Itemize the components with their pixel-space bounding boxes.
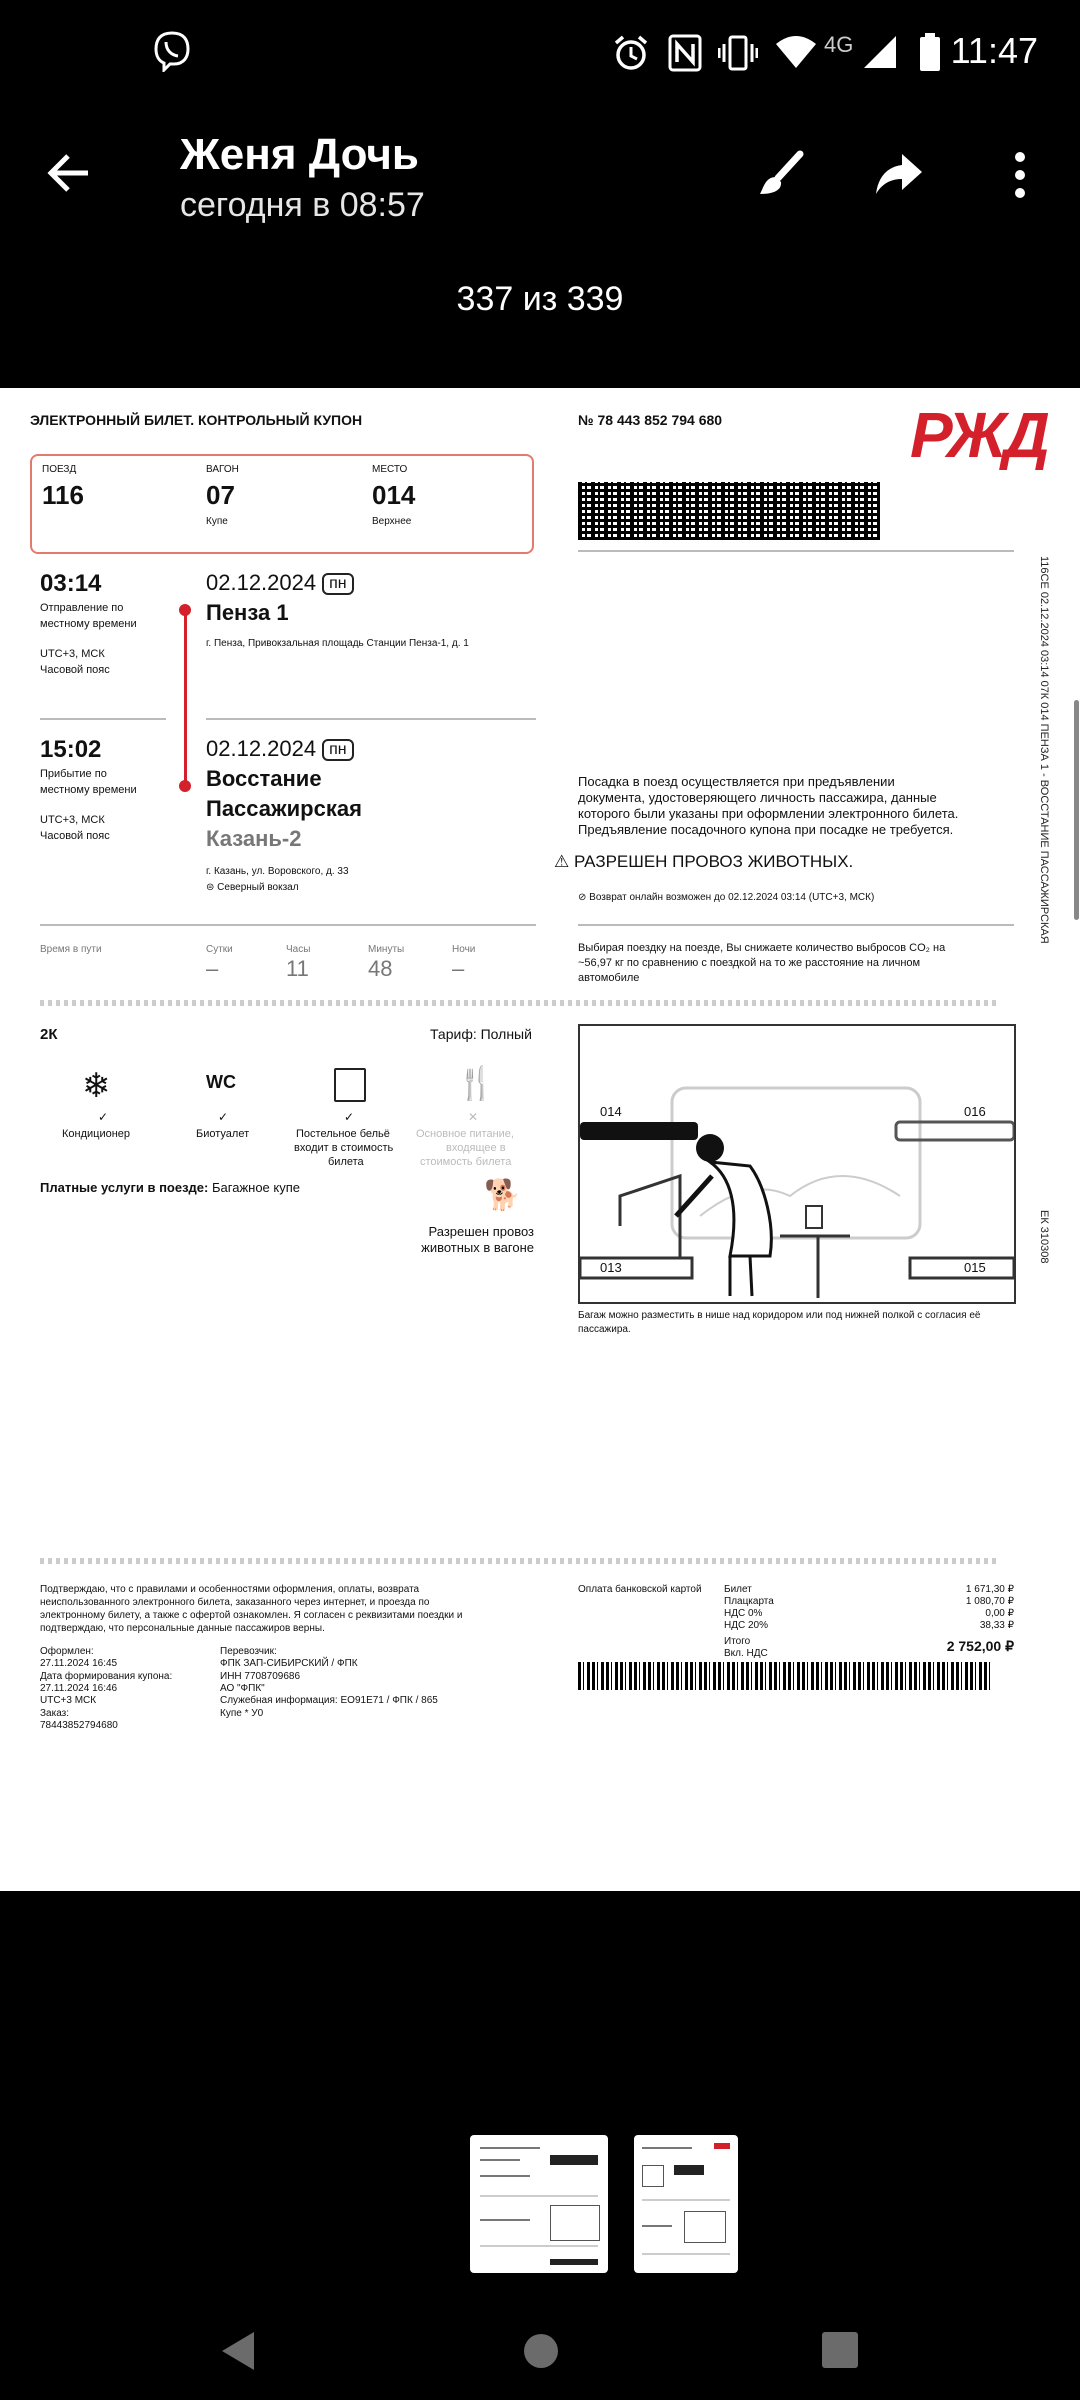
- nfc-icon: [668, 34, 702, 72]
- consent-3: электронному билету, а также с офертой ознакомлен. Я согласен с реквизитами поездки и: [40, 1610, 463, 1621]
- arrival-date-value: 02.12.2024: [206, 736, 317, 761]
- seat-number: 014: [372, 480, 416, 510]
- departure-address: г. Пенза, Привокзальная площадь Станции Пенза-1, д. 1: [206, 638, 469, 649]
- departure-station: Пенза 1: [206, 600, 289, 625]
- ticket-price: 1 671,30 ₽: [965, 1584, 1014, 1595]
- boarding-line-4: Предъявление посадочного купона при посадке не требуется.: [578, 822, 954, 837]
- refund-info: [578, 892, 874, 903]
- service-class: 2К: [40, 1026, 58, 1043]
- share-icon[interactable]: [874, 152, 924, 198]
- boarding-line-3: которого были указаны при оформлении электронного билета.: [578, 806, 959, 821]
- wc-icon: WC: [206, 1072, 236, 1092]
- platz-label: Плацкарта: [724, 1596, 774, 1607]
- warning-icon: ⚠: [554, 852, 574, 871]
- paid-services-label: Платные услуги в поезде:: [40, 1180, 209, 1195]
- arrival-note-1: Прибытие по: [40, 768, 107, 780]
- pet-icon: 🐕: [484, 1179, 522, 1212]
- coupon-date: 27.11.2024 16:46: [40, 1683, 118, 1694]
- nav-recents-icon[interactable]: [822, 2332, 858, 2368]
- consent-4: подтверждаю, что персональные данные пассажиров верны.: [40, 1623, 325, 1634]
- days-value: –: [206, 956, 219, 981]
- nav-home-icon[interactable]: [522, 2332, 560, 2370]
- seat-015-label: 015: [964, 1260, 986, 1275]
- arrival-tz: UTC+3, МСК: [40, 814, 105, 826]
- boarding-line-2: документа, удостоверяющего личность пассажира, данные: [578, 790, 937, 805]
- arrival-address: г. Казань, ул. Воровского, д. 33: [206, 866, 349, 877]
- clock: 11:47: [950, 30, 1038, 71]
- route-line: [184, 610, 187, 786]
- total-vat-label: Вкл. НДС: [724, 1648, 768, 1659]
- seat-box: [30, 454, 534, 554]
- vibrate-icon: [718, 34, 758, 72]
- amenity-linen-3: билета: [328, 1156, 364, 1168]
- cutlery-icon: 🍴: [456, 1065, 496, 1101]
- departure-tz: UTC+3, МСК: [40, 648, 105, 660]
- platz-price: 1 080,70 ₽: [965, 1596, 1014, 1607]
- amenity-linen-2: входит в стоимость: [294, 1142, 394, 1154]
- thumbnail-page-2[interactable]: [634, 2135, 738, 2273]
- pets-car-2: животных в вагоне: [421, 1240, 534, 1255]
- alarm-icon: [612, 34, 650, 72]
- ticket-image[interactable]: [0, 388, 1080, 1891]
- battery-icon: [918, 32, 942, 72]
- minutes-label: Минуты: [368, 944, 405, 955]
- ticket-price-label: Билет: [724, 1584, 752, 1595]
- route-end-dot: [179, 780, 191, 792]
- seat-type: Верхнее: [372, 516, 412, 527]
- side-code: ЕК 310308: [1038, 1210, 1050, 1264]
- car-label: ВАГОН: [206, 464, 239, 475]
- paid-services-value: Багажное купе: [212, 1180, 300, 1195]
- coupon-label: Дата формирования купона:: [40, 1671, 173, 1682]
- payment-method: Оплата банковской картой: [578, 1584, 702, 1595]
- departure-note-2: местному времени: [40, 618, 137, 630]
- viber-icon: [152, 30, 192, 72]
- total-price: 2 752,00 ₽: [946, 1638, 1014, 1654]
- arrival-station-3: Казань-2: [206, 826, 302, 851]
- vat20-label: НДС 20%: [724, 1620, 769, 1631]
- vat0-label: НДС 0%: [724, 1608, 763, 1619]
- co2-line-3: автомобиле: [578, 972, 640, 984]
- days-label: Сутки: [206, 944, 233, 955]
- chat-title: Женя Дочь: [180, 130, 419, 179]
- amenity-ac: Кондиционер: [62, 1128, 131, 1140]
- dotted-divider: [40, 1558, 996, 1564]
- pets-allowed: [554, 852, 853, 872]
- compartment-type: Купе * У0: [220, 1708, 264, 1719]
- amenity-food-3: стоимость билета: [420, 1156, 512, 1168]
- divider: [578, 550, 1014, 552]
- nights-label: Ночи: [452, 944, 476, 955]
- compartment-illustration: [578, 1024, 1016, 1304]
- signal-icon: [862, 34, 898, 70]
- tariff: Тариф: Полный: [430, 1026, 532, 1042]
- amenity-linen-1: Постельное бельё: [296, 1128, 390, 1140]
- co2-line-2: ~56,97 кг по сравнению с поездкой на то же расстояние на личном: [578, 957, 921, 969]
- co2-line-1: Выбирая поездку на поезде, Вы снижаете количество выбросов CO₂ на: [578, 942, 946, 954]
- linen-icon: [334, 1068, 366, 1102]
- back-arrow-icon[interactable]: [46, 150, 92, 196]
- divider: [40, 718, 166, 720]
- divider: [206, 718, 536, 720]
- rzd-logo: РЖД: [910, 399, 1047, 471]
- wifi-icon: [774, 34, 818, 70]
- side-text: 116СЕ 02.12.2024 03:14 07К 014 ПЕНЗА 1 - ВОССТАНИЕ ПАССАЖИРСКАЯ: [1038, 556, 1050, 944]
- status-bar: [0, 0, 1080, 105]
- departure-date-value: 02.12.2024: [206, 570, 317, 595]
- arrival-terminal-text: Северный вокзал: [217, 882, 299, 893]
- train-number: 116: [42, 480, 84, 510]
- divider: [578, 924, 1014, 926]
- payment-barcode: [578, 1662, 992, 1690]
- arrival-weekday: пн: [322, 739, 354, 761]
- brush-icon[interactable]: [756, 150, 806, 200]
- carrier-label: Перевозчик:: [220, 1646, 277, 1657]
- amenity-wc: Биотуалет: [196, 1128, 250, 1140]
- departure-note-1: Отправление по: [40, 602, 124, 614]
- vat20-value: 38,33 ₽: [979, 1620, 1014, 1631]
- total-label: Итого: [724, 1636, 751, 1647]
- check-icon: ✓: [98, 1110, 109, 1124]
- pets-allowed-text: РАЗРЕШЕН ПРОВОЗ ЖИВОТНЫХ.: [573, 852, 854, 871]
- luggage-note-1: Багаж можно разместить в нише над коридором или под нижней полкой с согласия её: [578, 1310, 981, 1321]
- departure-date: [206, 570, 354, 596]
- amenity-food-2: входящее в: [446, 1142, 506, 1154]
- departure-tz-label: Часовой пояс: [40, 664, 110, 676]
- hours-value: 11: [286, 956, 309, 981]
- consent-1: Подтверждаю, что с правилами и особенностями оформления, оплаты, возврата: [40, 1584, 420, 1595]
- dotted-divider: [40, 1000, 996, 1006]
- hours-label: Часы: [286, 944, 311, 955]
- compartment-drawing: [580, 1026, 1014, 1302]
- chat-subtitle: сегодня в 08:57: [180, 186, 425, 224]
- ticket-number: № 78 443 852 794 680: [578, 412, 723, 428]
- travel-time-label: Время в пути: [40, 944, 102, 955]
- boarding-line-1: Посадка в поезд осуществляется при предъявлении: [578, 774, 895, 789]
- train-label: ПОЕЗД: [42, 464, 77, 475]
- minutes-value: 48: [368, 956, 393, 981]
- paid-services: [40, 1180, 300, 1195]
- seat-013-label: 013: [600, 1260, 622, 1275]
- seat-label: МЕСТО: [372, 464, 408, 475]
- order-label: Заказ:: [40, 1708, 70, 1719]
- arrival-note-2: местному времени: [40, 784, 137, 796]
- coupon-tz: UTC+3 МСК: [40, 1695, 97, 1706]
- issued-label: Оформлен:: [40, 1646, 94, 1657]
- issued-date: 27.11.2024 16:45: [40, 1658, 118, 1669]
- arrival-date: [206, 736, 354, 762]
- seat-016-label: 016: [964, 1104, 986, 1119]
- nav-back-icon[interactable]: [218, 2330, 258, 2372]
- arrival-terminal: [206, 882, 299, 893]
- more-icon[interactable]: [1010, 150, 1030, 200]
- network-type: 4G: [824, 32, 854, 57]
- service-info: Служебная информация: ЕО91Е71 / ФПК / 865: [220, 1695, 438, 1706]
- refund-text: Возврат онлайн возможен до 02.12.2024 03:14 (UTC+3, МСК): [589, 892, 875, 903]
- order-number: 78443852794680: [40, 1720, 118, 1731]
- cross-icon: ✕: [468, 1110, 479, 1124]
- arrival-time: 15:02: [40, 736, 102, 763]
- arrival-station-2: Пассажирская: [206, 796, 362, 821]
- image-counter: 337 из 339: [456, 280, 624, 318]
- luggage-note-2: пассажира.: [578, 1324, 631, 1335]
- vat0-value: 0,00 ₽: [985, 1608, 1014, 1619]
- car-number: 07: [206, 480, 235, 510]
- amenity-food-1: Основное питание,: [416, 1128, 514, 1140]
- navigation-bar: [0, 2300, 1080, 2400]
- ticket-heading: ЭЛЕКТРОННЫЙ БИЛЕТ. КОНТРОЛЬНЫЙ КУПОН: [30, 412, 363, 428]
- carrier-inn: ИНН 7708709686: [220, 1671, 301, 1682]
- refund-icon: ⊘: [578, 892, 590, 903]
- scrollbar[interactable]: [1074, 700, 1079, 920]
- arrival-station-1: Восстание: [206, 766, 322, 791]
- departure-time: 03:14: [40, 570, 102, 597]
- nights-value: –: [452, 956, 465, 981]
- snowflake-icon: ❄: [82, 1067, 111, 1105]
- check-icon: ✓: [218, 1110, 229, 1124]
- carrier-name: ФПК ЗАП-СИБИРСКИЙ / ФПК: [220, 1658, 358, 1669]
- ticket-qr-code: [578, 482, 880, 540]
- arrival-tz-label: Часовой пояс: [40, 830, 110, 842]
- divider: [40, 924, 536, 926]
- departure-weekday: пн: [322, 573, 354, 595]
- pets-car-1: Разрешен провоз: [428, 1224, 534, 1239]
- carrier-org: АО "ФПК": [220, 1683, 265, 1694]
- thumbnail-page-1[interactable]: [470, 2135, 608, 2273]
- metro-icon: ⊜: [206, 882, 218, 893]
- consent-2: неиспользованного электронного билета, заказанного через интернет, и проезда по: [40, 1597, 430, 1608]
- check-icon: ✓: [344, 1110, 355, 1124]
- route-start-dot: [179, 604, 191, 616]
- car-type: Купе: [206, 516, 228, 527]
- seat-014-label: 014: [600, 1104, 622, 1119]
